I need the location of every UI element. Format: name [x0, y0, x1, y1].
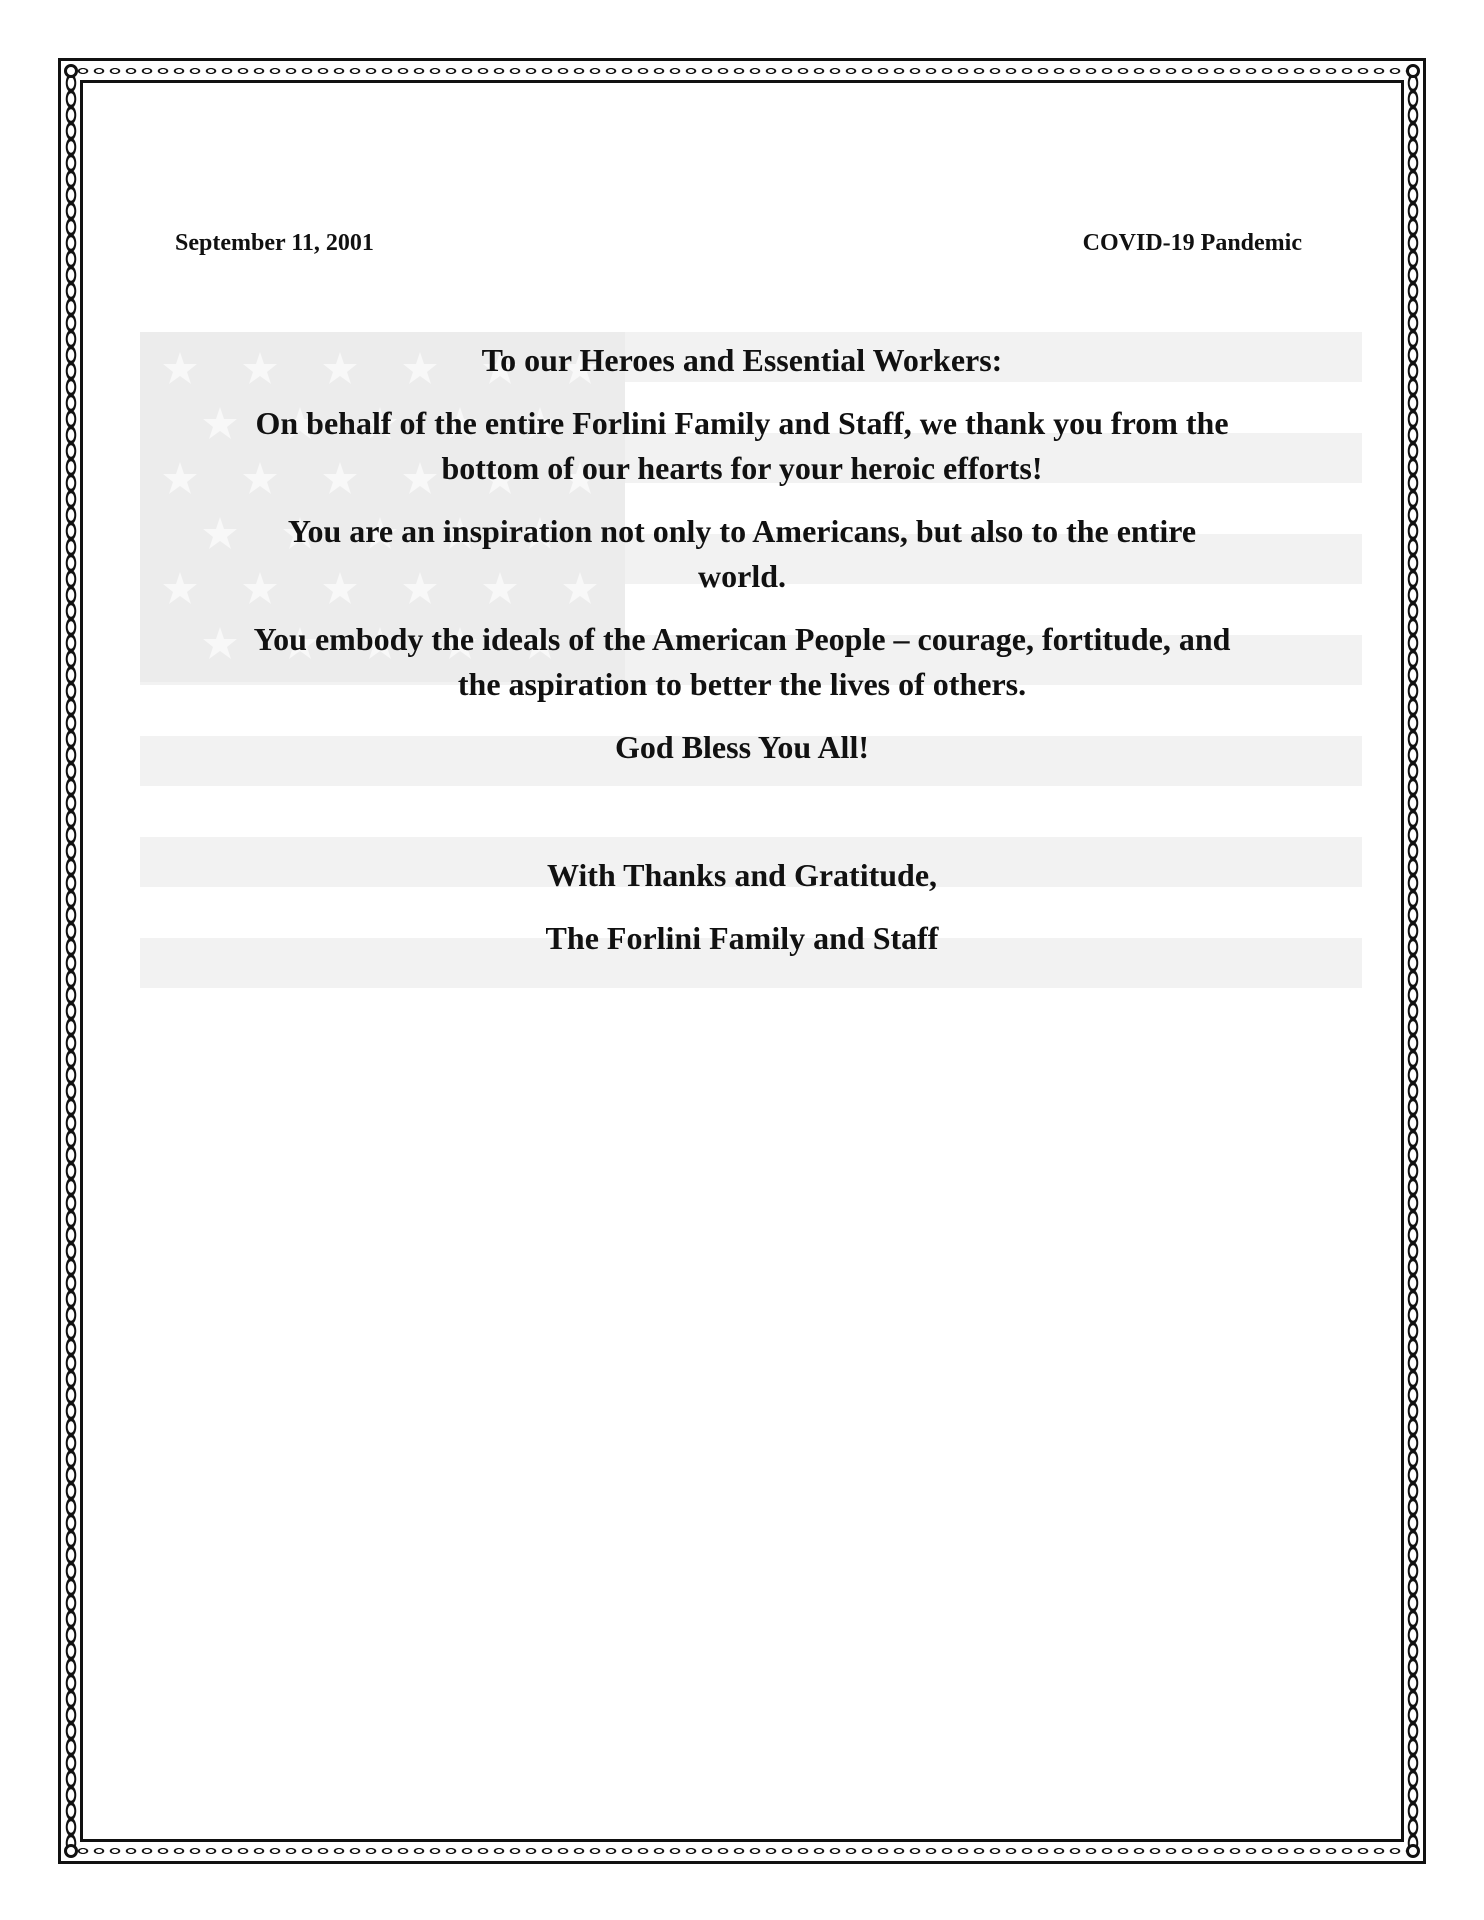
paragraph-ideals — [170, 617, 1314, 707]
paragraph-line: On behalf of the entire Forlini Family and Staff, we thank you from the — [255, 405, 1229, 441]
salutation: To our Heroes and Essential Workers: — [481, 342, 1003, 378]
date-left: September 11, 2001 — [175, 230, 374, 256]
border-corner-ornament — [1406, 64, 1420, 78]
blessing: God Bless You All! — [615, 729, 869, 765]
signature: The Forlini Family and Staff — [545, 920, 939, 956]
paragraph-line: You embody the ideals of the American People – courage, fortitude, and — [253, 621, 1231, 657]
paragraph-thanks — [170, 401, 1314, 491]
paragraph-inspiration — [170, 509, 1314, 599]
paragraph-line: bottom of our hearts for your heroic efforts! — [441, 450, 1043, 486]
date-right: COVID-19 Pandemic — [1082, 230, 1302, 256]
border-corner-ornament — [64, 64, 78, 78]
closing: With Thanks and Gratitude, — [546, 857, 938, 893]
border-chain-top — [75, 63, 1409, 79]
border-chain-right — [1405, 75, 1421, 1847]
border-corner-ornament — [1406, 1844, 1420, 1858]
letter-body — [170, 338, 1314, 979]
border-chain-bottom — [75, 1843, 1409, 1859]
border-chain-left — [63, 75, 79, 1847]
dateline — [175, 230, 1302, 257]
paragraph-line: the aspiration to better the lives of others. — [457, 666, 1027, 702]
paragraph-line: world. — [698, 558, 786, 594]
paragraph-line: You are an inspiration not only to Americans, but also to the entire — [287, 513, 1197, 549]
border-corner-ornament — [64, 1844, 78, 1858]
spacer — [170, 788, 1314, 853]
